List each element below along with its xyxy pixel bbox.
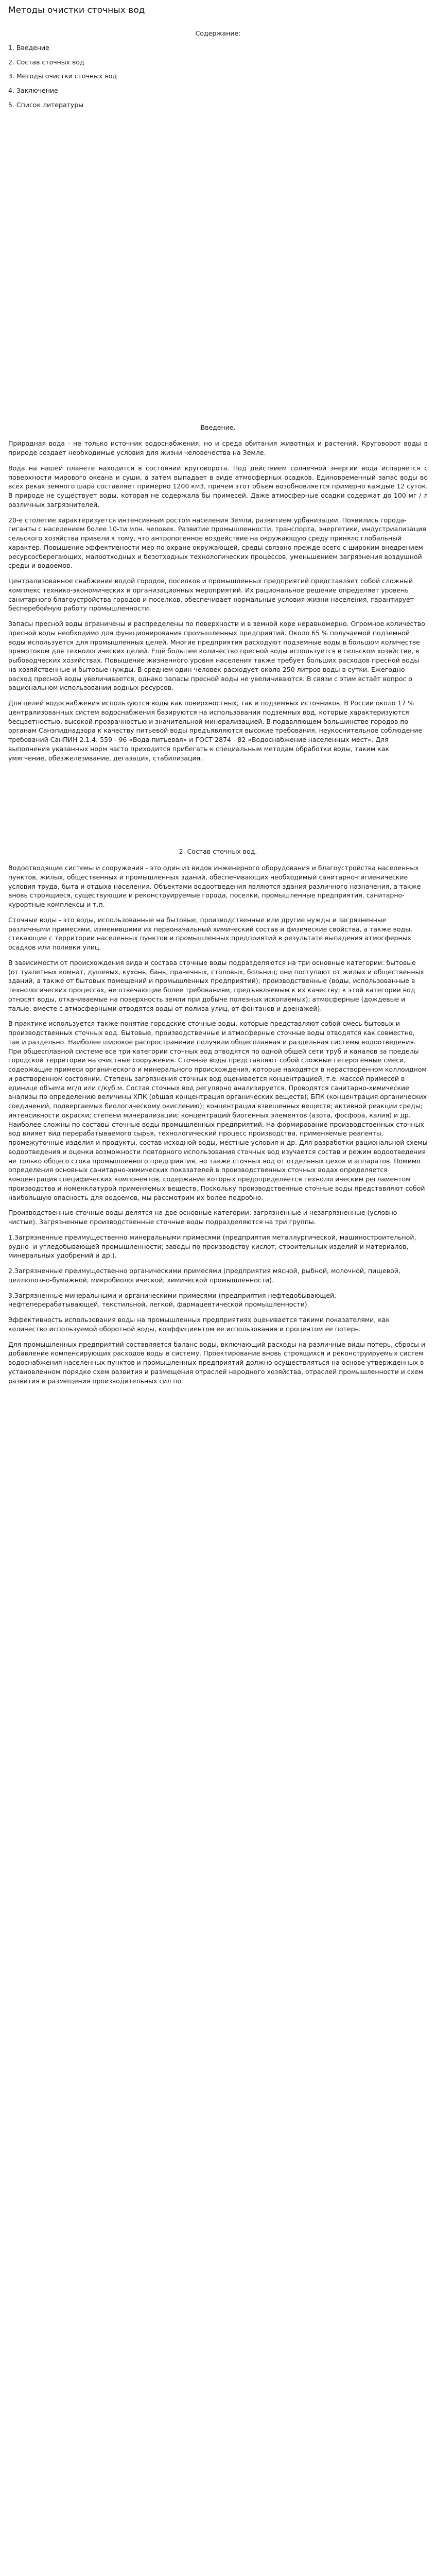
intro-paragraph: Запасы пресной воды ограничены и распределены по поверхности и в земной коре неравномерно. Огромное количество пресной воды необходимо для функционирования промышленных предприятий. Около 65 % получаемой подземной воды используется для промышленных целей. Многие предприятия расходуют подземные воды в большом количестве прямотоком для технологических целей. Ещё большее количество пресной воды используется в сельском хозяйстве, в рыбоводческих хозяйствах. Повышение жизненного уровня населения также требует больших расходов пресной воды на хозяйственные и бытовые нужды. В среднем один человек расходует около 250 литров воды в сутки. Ежегодно расход пресной воды увеличивается, однако запасы пресной воды не увеличиваются. В связи с этим встаёт вопрос о рациональном использовании водных ресурсов.	[8, 620, 425, 692]
toc-item-composition: 2. Состав сточных вод	[8, 58, 84, 66]
toc-item-methods: 3. Методы очистки сточных вод	[8, 72, 117, 80]
intro-heading: Введение.	[200, 423, 236, 431]
composition-paragraph: В практике используется также понятие городские сточные воды, которые представляют собой смесь бытовых и производственных сточных вод. Бытовые, производственные и атмосферные сточные воды отводятся как совместно, так и раздельно. Наиболее широкое распространение получили общесплавная и раздельная системы водоотведения. При общесплавной системе все три категории сточных вод отводятся по одной общей сети труб и каналов за пределы городской территории на очистные сооружения. Сточные воды представляют собой сложные гетерогенные смеси, содержащие примеси органического и минерального происхождения, которые находятся в нерастворенном коллоидном и растворенном состоянии. Степень загрязнения сточных вод оценивается концентрацией, т.е. массой примесей в единице объема мг/л или г/куб.м. Состав сточных вод регулярно анализируется. Проводятся санитарно-химические анализы по определению величины ХПК (общая концентрация органических веществ); БПК (концентрация органических соединений, подвергаемых биологическому окислению); концентрации взвешенных веществ; активной реакции среды; интенсивности окраски; степени минерализации; концентраций биогенных элементов (азота, фосфора, калия) и др. Наиболее сложны по составы сточные воды промышленных предприятий. На формирование производственных сточных вод влияет вид перерабатываемого сырья, технологический процесс производства, применяемые реагенты, промежуточные изделия и продукты, состав исходной воды, местные условия и др. Для разработки рациональной схемы водоотведения и оценки возможности повторного использования сточных вод изучается состав и режим водоотведения не только общего стока промышленного предприятия, но также сточных вод от отдельных цехов и аппаратов. Помимо определения основных санитарно-химических показателей в производственных сточных водах определяется концентрация специфических компонентов, содержание которых предопределяется технологическим регламентом производства и номенклатурой применяемых веществ. Поскольку производственные сточные воды представляют собой наибольшую опасность для водоемов, мы рассмотрим их более подробно.	[8, 1020, 428, 1201]
composition-paragraph: Водоотводящие системы и сооружения - это один из видов инженерного оборудования и благоустройства населенных пунктов, жилых, общественных и промышленных зданий, обеспечивающих необходимый санитарно-гигиенические условия труда, быта и отдыха населения. Объектами водоотведения являются здания различного назначения, а также вновь строящиеся, существующие и реконструируемые города, поселки, промышленные предприятия, санитарно-курортные комплексы и т.п.	[8, 864, 421, 909]
toc-list	[8, 43, 428, 110]
composition-paragraph: 3.Загрязненные минеральными и органическими примесями (предприятия нефтедобывающей, нефтеперерабатывающей, текстильной, легкой, фармацевтической промышленности).	[8, 1291, 337, 1309]
composition-paragraph: 1.Загрязненные преимущественно минеральными примесями (предприятия металлургической, машиностроительной, рудно- и угледобывающей промышленности; заводы по производству кислот, строительных изделий и материалов, минеральных удобрений и др.).	[8, 1233, 416, 1260]
toc-item-conclusion: 4. Заключение	[8, 87, 58, 95]
composition-paragraph: Эффективность использования воды на промышленных предприятиях оценивается такими показателями, как количество используемой оборотной воды, коэффициентом ее использования и процентом ее потерь.	[8, 1316, 390, 1333]
page-break-space	[8, 769, 428, 847]
page-break-space	[8, 115, 428, 423]
intro-paragraph: Вода на нашей планете находится в состоянии круговорота. Под действием солнечной энергии вода испаряется с поверхности мирового океана и суши, а затем выпадает в виде атмосферных осадков. Единовременный запас воды во всех реках земного шара составляет примерно 1200 км3, причем этот объем возобновляется примерно каждые 12 суток. В природе не существует воды, которая не содержала бы примесей. Даже атмосферные осадки содержат до 100 мг / л различных загрязнителей.	[8, 464, 428, 509]
intro-paragraph: Природная вода - не только источник водоснабжения, но и среда обитания животных и растений. Круговорот воды в природе создает необходимые условия для жизни человечества на Земле.	[8, 439, 428, 457]
intro-paragraph: Для целей водоснабжения используются воды как поверхностных, так и подземных источников. В России около 17 % централизованных систем водоснабжения базируются на использовании подземных вод, которые характеризуются бесцветностью, высокой прозрачностью и значительной минерализацией. В подавляющем большинстве городов по органам Санэпиднадзора к качеству питьевой воды предъявляются высокие требования, неукоснительное соблюдение требований СанПИН 2.1.4. 559 - 96 «Вода питьевая» и ГОСТ 2874 - 82 «Водоснабжение населенных мест». Для выполнения указанных норм часто приходится прибегать к специальным методам обработки воды, таким как умягчение, обезжелезивание, дегазация, стабилизация.	[8, 699, 423, 762]
composition-paragraph: 2.Загрязненные преимущественно органическими примесями (предприятия мясной, рыбной, молочной, пищевой, целлюлозно-бумажной, микробиологической, химической промышленности).	[8, 1267, 400, 1284]
toc-item-references: 5. Список литературы	[8, 100, 84, 109]
composition-paragraph: Для промышленных предприятий составляется баланс воды, включающий расходы на различные виды потерь, сбросы и добавление компенсирующих расходов воды в систему. Проектирование вновь строящихся и реконструируемых систем водоснабжения населенных пунктов и промышленных предприятий должно осуществляться на основе утвержденных в установленном порядке схем развития и размещения отраслей народного хозяйства, отраслей промышленности и схем развития и размещения производительных сил по	[8, 1340, 426, 1385]
toc-item-introduction: 1. Введение	[8, 43, 49, 52]
composition-heading: 2. Состав сточных вод.	[179, 848, 257, 856]
section-composition	[8, 847, 428, 1385]
composition-paragraph: Производственные сточные воды делятся на две основные категории: загрязненные и незагрязненные (условно чистые). Загрязненные производственные сточные воды подразделяются на три группы.	[8, 1209, 397, 1226]
toc-heading: Содержание:	[195, 29, 241, 38]
table-of-contents	[8, 29, 428, 110]
intro-paragraph: Централизованное снабжение водой городов, поселков и промышленных предприятий представляет собой сложный комплекс технико-экономических и организационных мероприятий. Их рациональное решение определяет уровень санитарного благоустройства городов и поселков, обеспечивает нормальные условия жизни населения, гарантирует бесперебойную работу промышленности.	[8, 577, 414, 613]
document-title: Методы очистки сточных вод	[8, 5, 145, 15]
section-introduction	[8, 423, 428, 763]
composition-paragraph: В зависимости от происхождения вида и состава сточные воды подразделяются на три основные категории: бытовые (от туалетных комнат, душевых, кухонь, бань, прачечных, столовых, больниц; они поступают от жилых и общественных зданий, а также от бытовых помещений и промышленных предприятий); производственные (воды, использованные в технологических процессах, не отвечающие более требованиям, предъявляемым к их качеству; к этой категории вод относят воды, откачиваемые на поверхность земли при добыче полезных ископаемых); атмосферные (дождевые и талые; вместе с атмосферными отводятся воды от полива улиц, от фонтанов и дренажей).	[8, 958, 424, 1012]
intro-paragraph: 20-е столетие характеризуется интенсивным ростом населения Земли, развитием урбанизации. Появились города-гиганты с населением более 10-ти млн. человек. Развитие промышленности, транспорта, энергетики, индустриализация сельского хозяйства привели к тому, что антропогенное воздействие на окружающую среду приняло глобальный характер. Повышение эффективности мер по охране окружающей, среды связано прежде всего с широким внедрением ресурсосберегающих, малоотходных и безотходных технологических процессов, уменьшением загрязнения воздушной среды и водоемов.	[8, 516, 426, 570]
composition-paragraph: Сточные воды - это воды, использованные на бытовые, производственные или другие нужды и загрязненные различными примесями, изменившими их первоначальный химический состав и физические свойства, а также воды, стекающие с территории населенных пунктов и промышленных предприятий в результате выпадения атмосферных осадков или поливки улиц.	[8, 916, 412, 952]
